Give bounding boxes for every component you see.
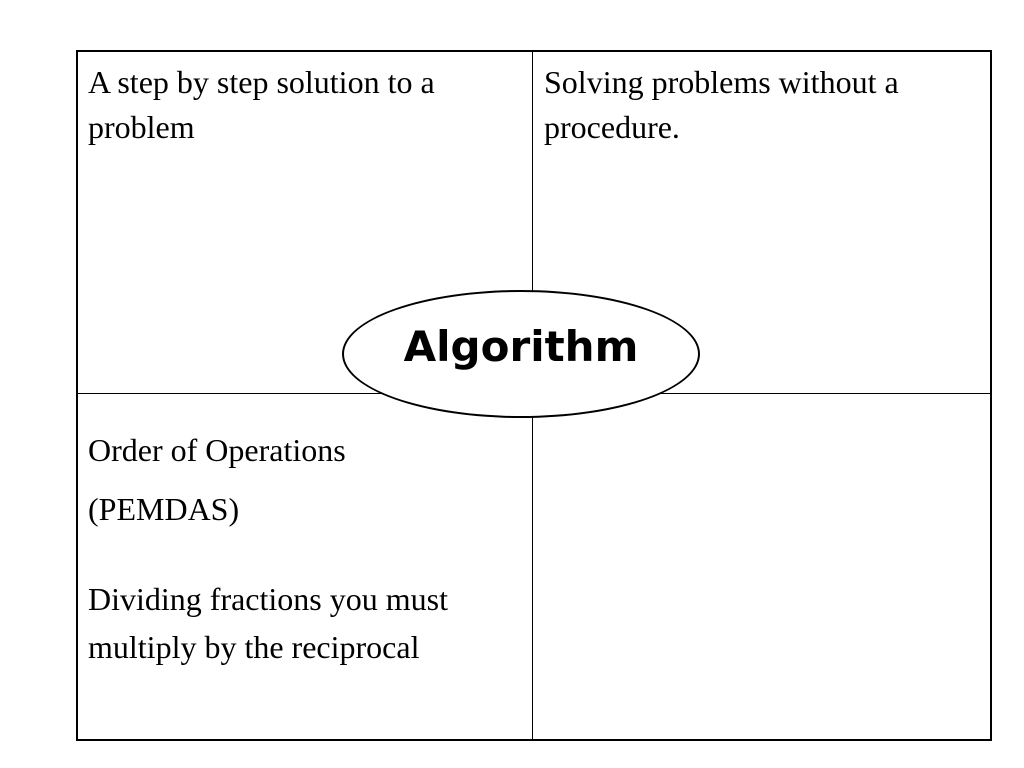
center-term-oval	[342, 290, 700, 418]
definition-text: A step by step solution to a problem	[88, 64, 435, 145]
quadrant-top-right	[544, 60, 984, 150]
example-1	[88, 421, 528, 539]
quadrant-bottom-left	[88, 421, 528, 671]
quadrant-bottom-right	[544, 421, 984, 721]
center-term: Algorithm	[403, 321, 639, 371]
quadrant-top-left	[88, 60, 528, 150]
non-example-text: Solving problems without a procedure.	[544, 64, 899, 145]
example-1-line-1: Order of Operations	[88, 432, 346, 468]
example-2: Dividing fractions you must multiply by the reciprocal	[88, 581, 448, 665]
example-1-line-2: (PEMDAS)	[88, 491, 240, 527]
